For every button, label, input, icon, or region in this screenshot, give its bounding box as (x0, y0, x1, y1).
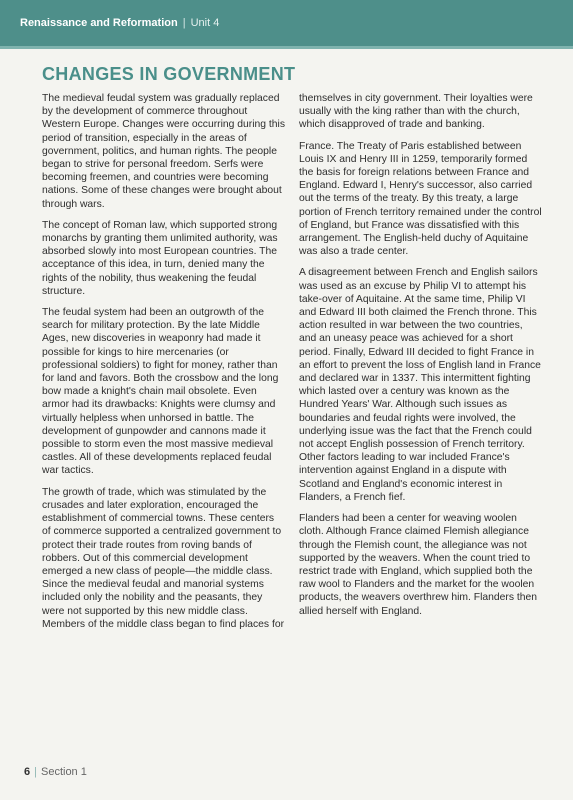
paragraph: The feudal system had been an outgrowth of the search for military protection. By the late Middle Ages, new discoveries in weaponry had made it possible for kings to hire mercenaries (or professional soldiers) to fight for money, rather than for land and favors. Both the crossbow and the long bow made a knight's chain mail obsolete. Even armor had its drawbacks: Knights were clumsy and virtually helpless when unhorsed in battle. The development of gunpowder and cannons made it possible to storm even the most massive medieval castles. All of these developments replaced feudal war tactics. (42, 307, 279, 477)
right-column (299, 92, 542, 740)
paragraph: The medieval feudal system was gradually replaced by the development of commerce throughout Western Europe. Changes were occurring during this period of transition, especially in the areas of government, politics, and human rights. The people began to strive for personal freedom. Serfs were becoming freemen, and countries were becoming nations. Some of these changes were brought about through wars. (42, 93, 286, 210)
paragraph: Flanders had been a center for weaving woolen cloth. Although France claimed Flemish allegiance through the Flemish count, the allegiance was not supported by the weavers. When the count tried to restrict trade with England, which supplied both the raw wool to Flanders and the market for the woolen products, the weavers overthrew him. Flanders then allied herself with England. (299, 513, 538, 617)
unit-label: Unit 4 (190, 17, 220, 29)
left-column (42, 92, 285, 740)
section-label: Section 1 (40, 766, 87, 778)
page-header (0, 0, 573, 49)
header-separator: | (182, 17, 186, 29)
paragraph: The growth of trade, which was stimulated by the crusades and later exploration, encouraged the establishment of commercial towns. These centers of commerce supported a centralized government to protect their trade routes from roving bands of robbers. Out of this commercial development emerged a new class of people—the middle class. Since the medieval feudal and manorial systems included only the nobility and the peasants, they were not supported by this new middle class. Members of the middle class began to find places for (42, 486, 285, 630)
course-title: Renaissance and Reformation (20, 17, 178, 29)
section-title: CHANGES IN GOVERNMENT (42, 64, 296, 84)
paragraph: The concept of Roman law, which supported strong monarchs by granting them unlimited authority, was absorbed slowly into most European countries. The acceptance of this idea, in turn, denied many the rights of the nobility, thus weakening the feudal structure. (42, 219, 278, 297)
page-footer (24, 766, 87, 778)
page-number: 6 (24, 766, 31, 778)
paragraph: themselves in city government. Their loyalties were usually with the king rather than with the church, which disapproved of trade and banking. (299, 93, 533, 131)
header-text (20, 17, 219, 29)
body-columns (42, 92, 542, 740)
paragraph: France. The Treaty of Paris established between Louis IX and Henry III in 1259, temporarily formed the basis for foreign relations between France and England. Edward I, Henry's successor, also carried out the terms of the treaty. By this treaty, a large portion of French territory remained under the control of England, but France was dissatisfied with this arrangement. The English-held duchy of Aquitaine was also a trade center. (299, 140, 542, 258)
footer-separator: | (34, 766, 37, 778)
paragraph: A disagreement between French and English sailors was used as an excuse by Philip VI to attempt his take-over of Aquitaine. At the same time, Philip VI and Edward III both claimed the French throne. This action resulted in war between the two countries, and an uneasy peace was achieved for a short period. Finally, Edward III decided to fight France in an effort to prevent the loss of English land in France and declared war in 1337. This intermittent fighting which lasted over a century was known as the Hundred Years' War. Although such issues as boundaries and feudal rights were involved, the underlying issue was the fact that the French could not accept English possession of French territory. Other factors leading to war included France's intervention against England in a dispute with Scotland and England's economic interest in Flanders, a French fief. (299, 267, 541, 503)
